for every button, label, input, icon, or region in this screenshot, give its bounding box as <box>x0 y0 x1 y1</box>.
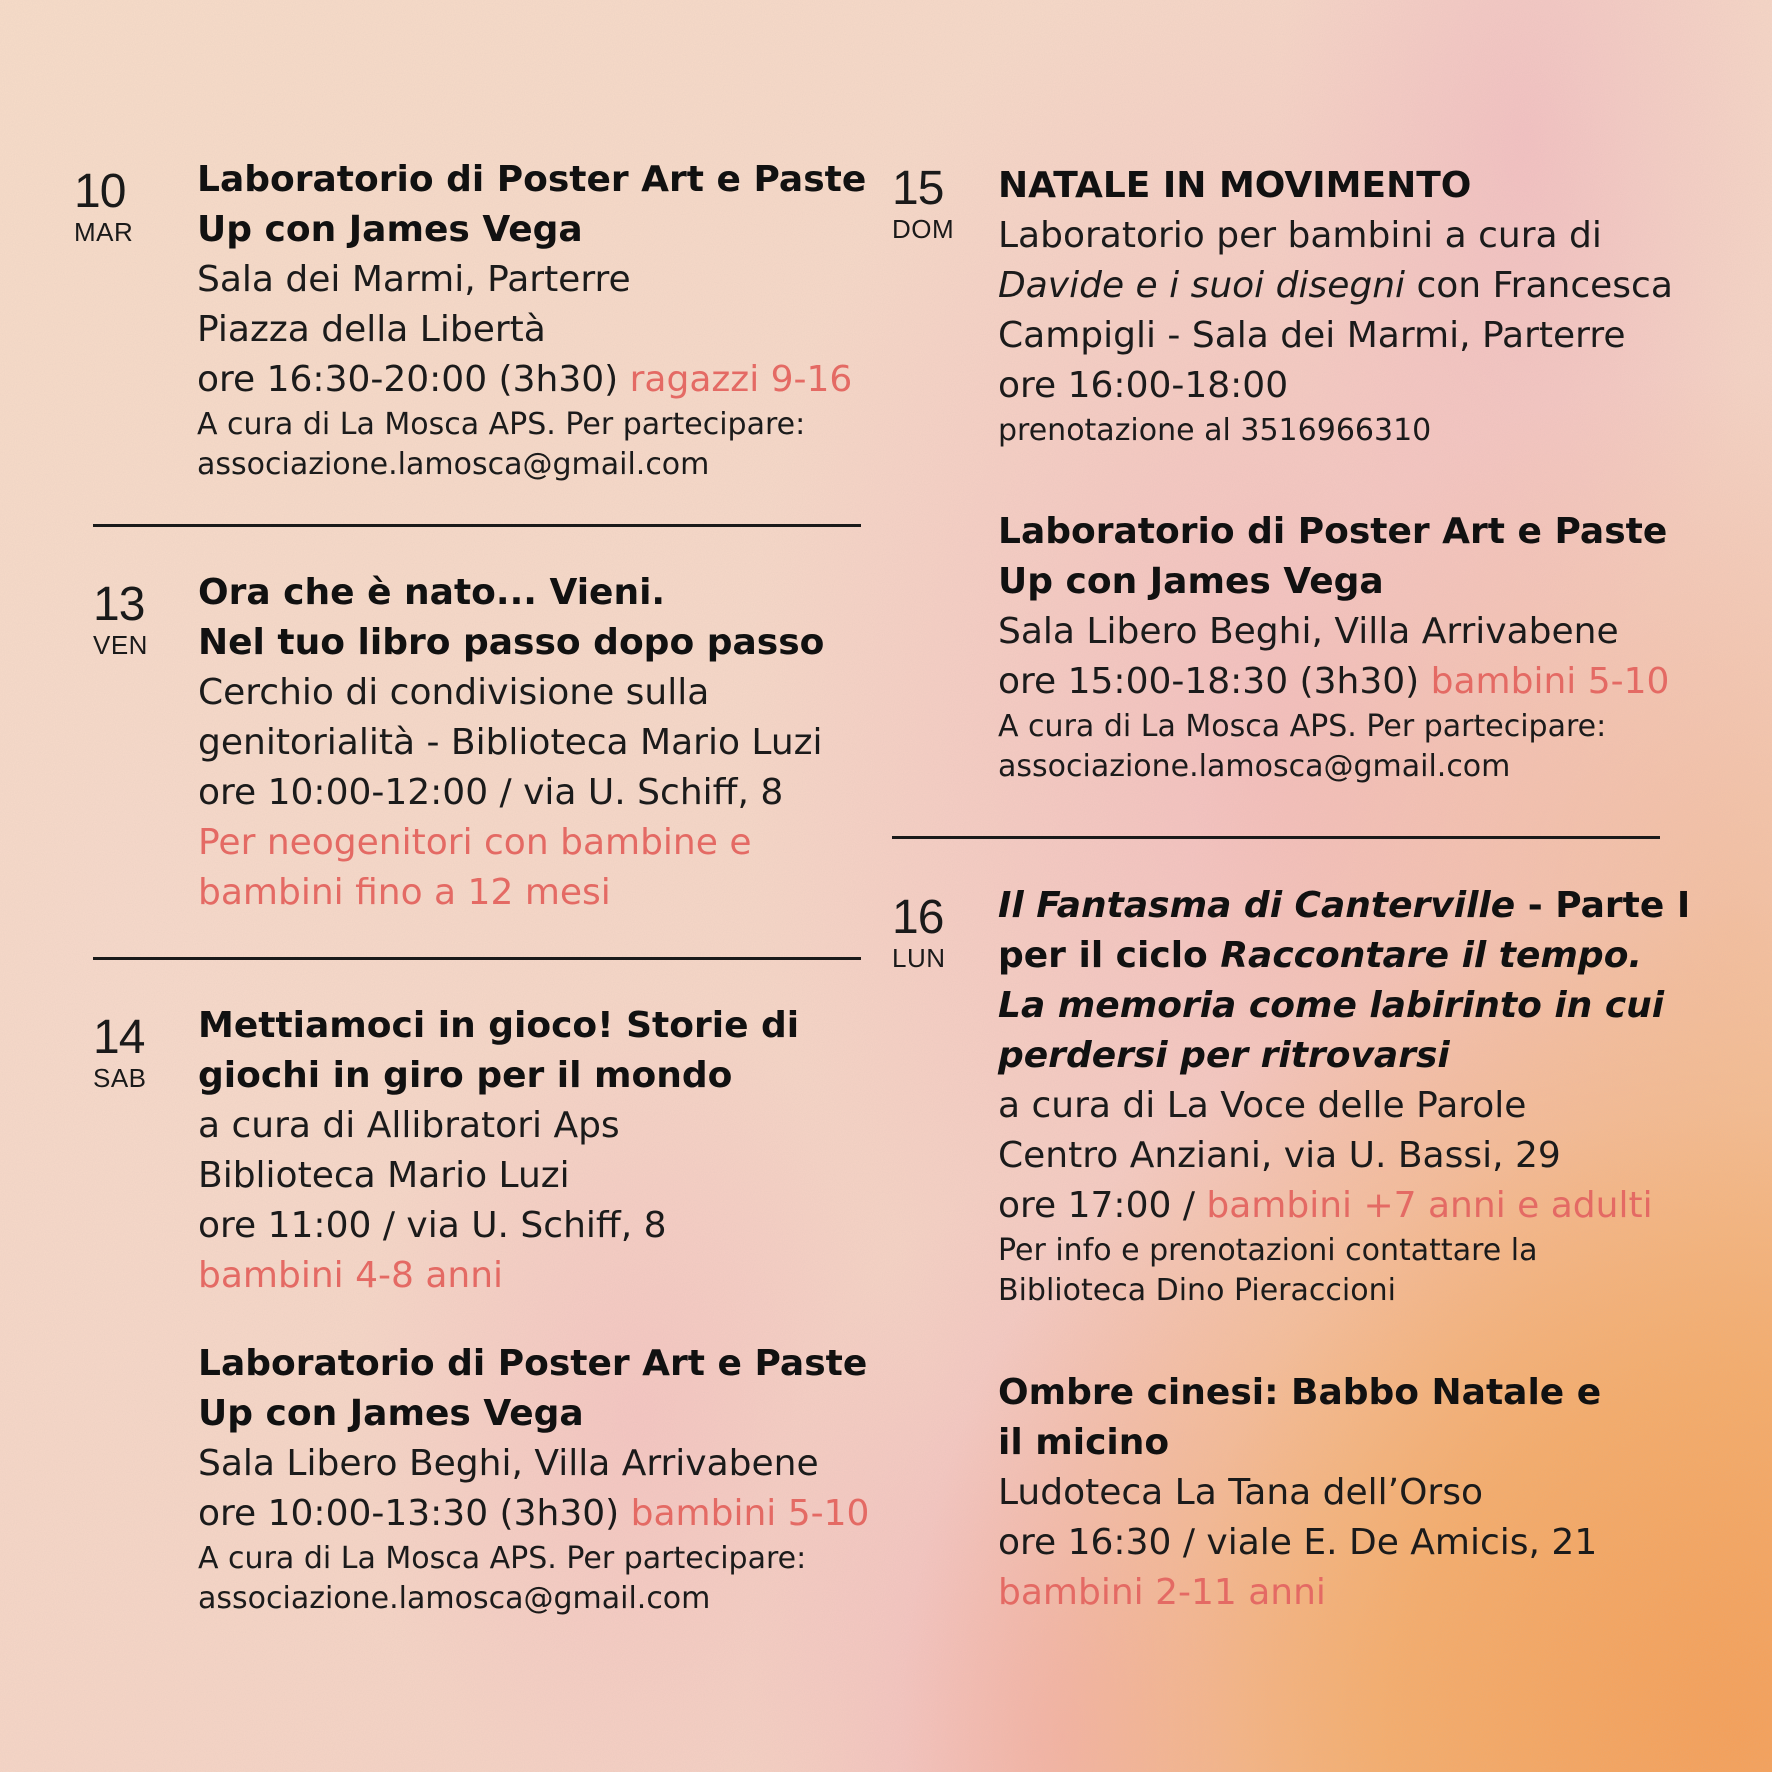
event-place: Biblioteca Mario Luzi <box>198 1155 570 1196</box>
date-number: 16 <box>892 891 944 944</box>
event-title: NATALE IN MOVIMENTO <box>998 165 1472 206</box>
event-note: prenotazione al 3516966310 <box>998 413 1432 448</box>
date-number: 10 <box>74 165 126 218</box>
event-place: Sala Libero Beghi, Villa Arrivabene <box>198 1443 819 1484</box>
event-title: perdersi per ritrovarsi <box>998 1035 1450 1076</box>
right-column <box>880 0 1772 1772</box>
date-weekday: DOM <box>892 214 955 244</box>
event-place: Piazza della Libertà <box>197 309 546 350</box>
italic-title-text: Il Fantasma di Canterville <box>998 885 1516 926</box>
date-number: 15 <box>892 162 944 215</box>
event-title <box>998 931 1690 981</box>
event-note: Biblioteca Dino Pieraccioni <box>998 1273 1396 1308</box>
event-time <box>998 657 1669 707</box>
event-title: Ora che è nato... Vieni. <box>198 572 666 613</box>
event-date <box>892 893 982 973</box>
event-title: Laboratorio di Poster Art e Paste <box>198 1343 868 1384</box>
event-title: La memoria come labirinto in cui <box>998 985 1665 1026</box>
event-note: A cura di La Mosca APS. Per partecipare: <box>197 407 806 442</box>
event-description: Laboratorio per bambini a cura di <box>998 215 1602 256</box>
event-title: Laboratorio di Poster Art e Paste <box>197 159 867 200</box>
audience-text: bambini +7 anni e adulti <box>1206 1185 1653 1226</box>
audience-text: bambini 5-10 <box>1430 661 1670 702</box>
audience-text: bambini 2-11 anni <box>998 1572 1326 1613</box>
event-title: Nel tuo libro passo dopo passo <box>198 622 825 663</box>
event-title: Up con James Vega <box>998 561 1384 602</box>
date-number: 14 <box>93 1011 145 1064</box>
event-description: a cura di La Voce delle Parole <box>998 1085 1527 1126</box>
event-time: ore 10:00-12:00 / via U. Schiff, 8 <box>198 772 784 813</box>
event-description <box>998 261 1673 311</box>
time-text: ore 15:00-18:30 (3h30) <box>998 661 1431 702</box>
event-description: genitorialità - Biblioteca Mario Luzi <box>198 722 823 763</box>
event-description: Cerchio di condivisione sulla <box>198 672 710 713</box>
event-body <box>198 568 824 918</box>
date-weekday: SAB <box>93 1063 147 1093</box>
event-title: Up con James Vega <box>198 1393 584 1434</box>
event-body <box>998 507 1669 787</box>
event-time <box>197 355 866 405</box>
event-date <box>93 1013 183 1093</box>
event-place: Ludoteca La Tana dell’Orso <box>998 1472 1484 1513</box>
left-column <box>0 0 880 1772</box>
italic-text: Davide e i suoi disegni <box>998 265 1406 306</box>
italic-title-text: Raccontare il tempo. <box>1220 935 1643 976</box>
divider <box>93 524 861 527</box>
audience-text: ragazzi 9-16 <box>629 359 853 400</box>
audience-text: bambini fino a 12 mesi <box>198 872 611 913</box>
event-time <box>198 1489 869 1539</box>
event-body <box>197 155 866 485</box>
event-body <box>998 161 1673 451</box>
event-place: Sala Libero Beghi, Villa Arrivabene <box>998 611 1619 652</box>
event-time: ore 16:30 / viale E. De Amicis, 21 <box>998 1522 1598 1563</box>
event-title: il micino <box>998 1422 1170 1463</box>
event-date <box>892 164 982 244</box>
event-email: associazione.lamosca@gmail.com <box>198 1581 711 1616</box>
event-date <box>74 167 164 247</box>
time-text: ore 10:00-13:30 (3h30) <box>198 1493 631 1534</box>
event-title: Up con James Vega <box>197 209 583 250</box>
audience-text: bambini 5-10 <box>630 1493 870 1534</box>
date-number: 13 <box>93 578 145 631</box>
time-text: ore 17:00 / <box>998 1185 1207 1226</box>
divider <box>93 957 861 960</box>
title-text: - Parte I <box>1515 885 1691 926</box>
event-body <box>998 1368 1601 1618</box>
event-body <box>198 1001 799 1301</box>
event-place: Centro Anziani, via U. Bassi, 29 <box>998 1135 1561 1176</box>
event-email: associazione.lamosca@gmail.com <box>998 749 1511 784</box>
time-text: ore 16:30-20:00 (3h30) <box>197 359 630 400</box>
event-note: A cura di La Mosca APS. Per partecipare: <box>198 1541 807 1576</box>
event-description: a cura di Allibratori Aps <box>198 1105 620 1146</box>
event-email: associazione.lamosca@gmail.com <box>197 447 710 482</box>
event-title: Mettiamoci in gioco! Storie di <box>198 1005 800 1046</box>
event-title: Ombre cinesi: Babbo Natale e <box>998 1372 1602 1413</box>
event-note: A cura di La Mosca APS. Per partecipare: <box>998 709 1607 744</box>
event-date <box>93 580 183 660</box>
audience-text: Per neogenitori con bambine e <box>198 822 752 863</box>
divider <box>892 836 1660 839</box>
event-time <box>998 1181 1690 1231</box>
date-weekday: MAR <box>74 217 134 247</box>
event-body <box>198 1339 869 1619</box>
event-note: Per info e prenotazioni contattare la <box>998 1233 1538 1268</box>
event-body <box>998 881 1690 1311</box>
event-title: giochi in giro per il mondo <box>198 1055 733 1096</box>
date-weekday: LUN <box>892 943 946 973</box>
event-title: Laboratorio di Poster Art e Paste <box>998 511 1668 552</box>
title-text: per il ciclo <box>998 935 1221 976</box>
event-place: Campigli - Sala dei Marmi, Parterre <box>998 315 1626 356</box>
audience-text: bambini 4-8 anni <box>198 1255 504 1296</box>
event-place: Sala dei Marmi, Parterre <box>197 259 631 300</box>
event-time: ore 16:00-18:00 <box>998 365 1289 406</box>
date-weekday: VEN <box>93 630 148 660</box>
description-text: con Francesca <box>1405 265 1673 306</box>
event-time: ore 11:00 / via U. Schiff, 8 <box>198 1205 667 1246</box>
event-title <box>998 881 1690 931</box>
